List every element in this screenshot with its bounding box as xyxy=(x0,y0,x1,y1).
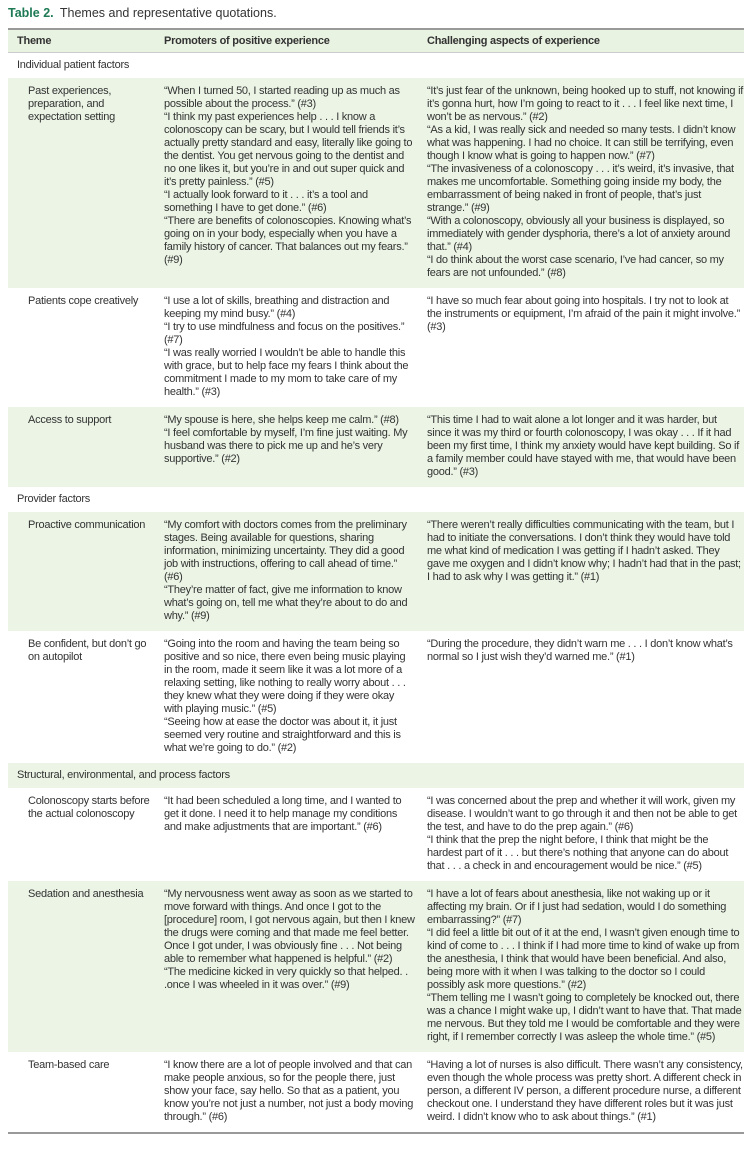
promoters-cell xyxy=(164,881,427,1052)
section-row xyxy=(8,763,744,788)
header-promoters: Promoters of positive experience xyxy=(164,29,427,53)
quotation: “I was concerned about the prep and whether it will work, given my disease. I wouldn’t want to go through it and then not be able to get the test, and have to do the prep again.” (#6) xyxy=(427,795,737,833)
themes-table xyxy=(8,28,744,1134)
challenges-cell xyxy=(427,78,744,288)
quotation: “Seeing how at ease the doctor was about it, it just seemed very routine and straightforward and this is what we’re going to do.” (#2) xyxy=(164,716,401,754)
theme-cell: Colonoscopy starts before the actual colonoscopy xyxy=(28,795,150,820)
theme-cell: Patients cope creatively xyxy=(28,295,139,307)
promoters-cell xyxy=(164,788,427,881)
theme-cell: Past experiences, preparation, and expectation setting xyxy=(28,85,115,123)
challenges-cell xyxy=(427,288,744,407)
quotation: “I was really worried I wouldn’t be able to handle this with grace, but to help face my fears I think about the commitment I made to my mom to take care of my health.” (#3) xyxy=(164,347,409,398)
promoters-cell xyxy=(164,512,427,631)
table-row xyxy=(8,1052,744,1133)
section-row xyxy=(8,487,744,512)
quotation: “I think my past experiences help . . . I know a colonoscopy can be scary, but I would tell friends it’s actually pretty standard and easy, literally like going to the dentist. You get nervous going to the dentist and no one likes it, but you’re in and out super quick and it’s pretty painless.” (#5) xyxy=(164,111,413,188)
header-theme: Theme xyxy=(8,29,164,53)
quotation: “My spouse is here, she helps keep me calm.” (#8) xyxy=(164,414,399,426)
table-caption xyxy=(8,6,277,20)
table-row xyxy=(8,407,744,487)
quotation: “There weren’t really difficulties communicating with the team, but I had to initiate the conversations. I don’t think they would have told me what kind of medication I was getting if I hadn’t asked. They gave me oxygen and I didn’t know why; I hadn’t had that in the past; I had to ask why I was getting it.” (#1) xyxy=(427,519,741,583)
quotation: “When I turned 50, I started reading up as much as possible about the process.” (#3) xyxy=(164,85,400,110)
quotation: “Having a lot of nurses is also difficult. There wasn’t any consistency, even though the whole process was pretty short. A different check in person, a different IV person, a different procedure nurse, a different checkout one. I understand they have different roles but it was just weird. I didn’t know who to ask about things.” (#1) xyxy=(427,1059,743,1123)
challenges-cell xyxy=(427,631,744,763)
promoters-cell xyxy=(164,288,427,407)
challenges-cell xyxy=(427,881,744,1052)
theme-cell: Sedation and anesthesia xyxy=(28,888,144,900)
header-row xyxy=(8,29,744,53)
section-title: Provider factors xyxy=(17,493,91,505)
quotation: “I know there are a lot of people involved and that can make people anxious, so for the people there, just show your face, say hello. So that as a patient, you know you’re not just a number, not just a body moving through.” (#6) xyxy=(164,1059,414,1123)
promoters-cell xyxy=(164,407,427,487)
quotation: “There are benefits of colonoscopies. Knowing what’s going on in your body, especially when you have a family history of cancer. That balances out my fears.” (#9) xyxy=(164,215,412,266)
quotation: “With a colonoscopy, obviously all your business is displayed, so immediately with gender dysphoria, there’s a lot of anxiety around that.” (#4) xyxy=(427,215,731,253)
table-row xyxy=(8,288,744,407)
quotation: “The invasiveness of a colonoscopy . . . it’s weird, it’s invasive, that makes me uncomfortable. Something going inside my body, the embarrassment of being naked in front of people, that’s just strange.” (#9) xyxy=(427,163,734,214)
table-label: Table 2. xyxy=(8,6,54,20)
challenges-cell xyxy=(427,1052,744,1133)
quotation: “Them telling me I wasn’t going to completely be knocked out, there was a chance I might wake up, I didn’t want to have that. That made me nervous. But they told me I would be comfortable and they were right, if I remember correctly I was asleep the whole time.” (#5) xyxy=(427,992,742,1043)
table-row xyxy=(8,631,744,763)
quotation: “I have a lot of fears about anesthesia, like not waking up or it affecting my brain. Or if I just had sedation, would I do something embarrassing?” (#7) xyxy=(427,888,727,926)
theme-cell: Team-based care xyxy=(28,1059,110,1071)
quotation: “I actually look forward to it . . . it’s a tool and something I have to get done.” (#6) xyxy=(164,189,368,214)
quotation: “It had been scheduled a long time, and I wanted to get it done. I need it to help manage my conditions and make adjustments that are important.” (#6) xyxy=(164,795,402,833)
table-row xyxy=(8,78,744,288)
quotation: “I did feel a little bit out of it at the end, I wasn’t given enough time to kind of come to . . . I think if I had more time to kind of wake up from the anesthesia, I think that would have been beneficial. And also, being more with it when I was talking to the doctor so I could possibly ask more questions.” (#2) xyxy=(427,927,740,991)
quotation: “I think that the prep the night before, I think that might be the hardest part of it . . . but there’s nothing that anyone can do about that . . . a check in and encouragement would be nice.” (#5) xyxy=(427,834,729,872)
promoters-cell xyxy=(164,78,427,288)
challenges-cell xyxy=(427,788,744,881)
quotation: “I use a lot of skills, breathing and distraction and keeping my mind busy.” (#4) xyxy=(164,295,390,320)
table-row xyxy=(8,512,744,631)
promoters-cell xyxy=(164,1052,427,1133)
quotation: “The medicine kicked in very quickly so that helped. . .once I was wheeled in it was over.” (#9) xyxy=(164,966,408,991)
quotation: “I try to use mindfulness and focus on the positives.” (#7) xyxy=(164,321,405,346)
table-title: Themes and representative quotations. xyxy=(59,6,277,20)
quotation: “It’s just fear of the unknown, being hooked up to stuff, not knowing if it’s gonna hurt, how I’m going to react to it . . . I feel like next time, I won’t be as nervous.” (#2) xyxy=(427,85,744,123)
quotation: “My nervousness went away as soon as we started to move forward with things. And once I got to the [procedure] room, I got nervous again, but then I knew the drugs were coming and that made me feel better. Once I got under, I was obviously fine . . . Not being able to remember what happened is helpful.” (#2) xyxy=(164,888,415,965)
section-row xyxy=(8,53,744,79)
quotation: “They’re matter of fact, give me information to know what’s going on, tell me what they’re about to do and why.” (#9) xyxy=(164,584,408,622)
quotation: “I feel comfortable by myself, I’m fine just waiting. My husband was there to pick me up and he’s very supportive.” (#2) xyxy=(164,427,408,465)
table-row xyxy=(8,881,744,1052)
table-row xyxy=(8,788,744,881)
promoters-cell xyxy=(164,631,427,763)
quotation: “As a kid, I was really sick and needed so many tests. I didn’t know what was happening. I had no choice. It can still be terrifying, even though I know what is going to happen now.” (#7) xyxy=(427,124,736,162)
table-body xyxy=(8,53,744,1134)
section-title: Structural, environmental, and process factors xyxy=(17,769,230,781)
challenges-cell xyxy=(427,512,744,631)
quotation: “During the procedure, they didn’t warn me . . . I don’t know what’s normal so I just wish they’d warned me.” (#1) xyxy=(427,638,733,663)
theme-cell: Be confident, but don’t go on autopilot xyxy=(28,638,147,663)
quotation: “My comfort with doctors comes from the preliminary stages. Being available for questions, sharing information, minimizing uncertainty. They did a good job with instructions, offering to call ahead of time.” (#6) xyxy=(164,519,407,583)
quotation: “This time I had to wait alone a lot longer and it was harder, but since it was my third or fourth colonoscopy, I was okay . . . If it had been my first time, I think my anxiety would have kept building. So if a family member could have stayed with me, that would have been good.” (#3) xyxy=(427,414,740,478)
challenges-cell xyxy=(427,407,744,487)
quotation: “I do think about the worst case scenario, I’ve had cancer, so my fears are not unfounded.” (#8) xyxy=(427,254,724,279)
theme-cell: Proactive communication xyxy=(28,519,146,531)
quotation: “Going into the room and having the team being so positive and so nice, there even being music playing in the room, made it seem like it was a lot more of a relaxing setting, like nothing to really worry about . . . they knew what they were doing if they were okay with playing music.” (#5) xyxy=(164,638,406,715)
section-title: Individual patient factors xyxy=(17,59,130,71)
header-challenges: Challenging aspects of experience xyxy=(427,29,744,53)
quotation: “I have so much fear about going into hospitals. I try not to look at the instruments or equipment, I’m afraid of the pain it might involve.” (#3) xyxy=(427,295,741,333)
theme-cell: Access to support xyxy=(28,414,112,426)
